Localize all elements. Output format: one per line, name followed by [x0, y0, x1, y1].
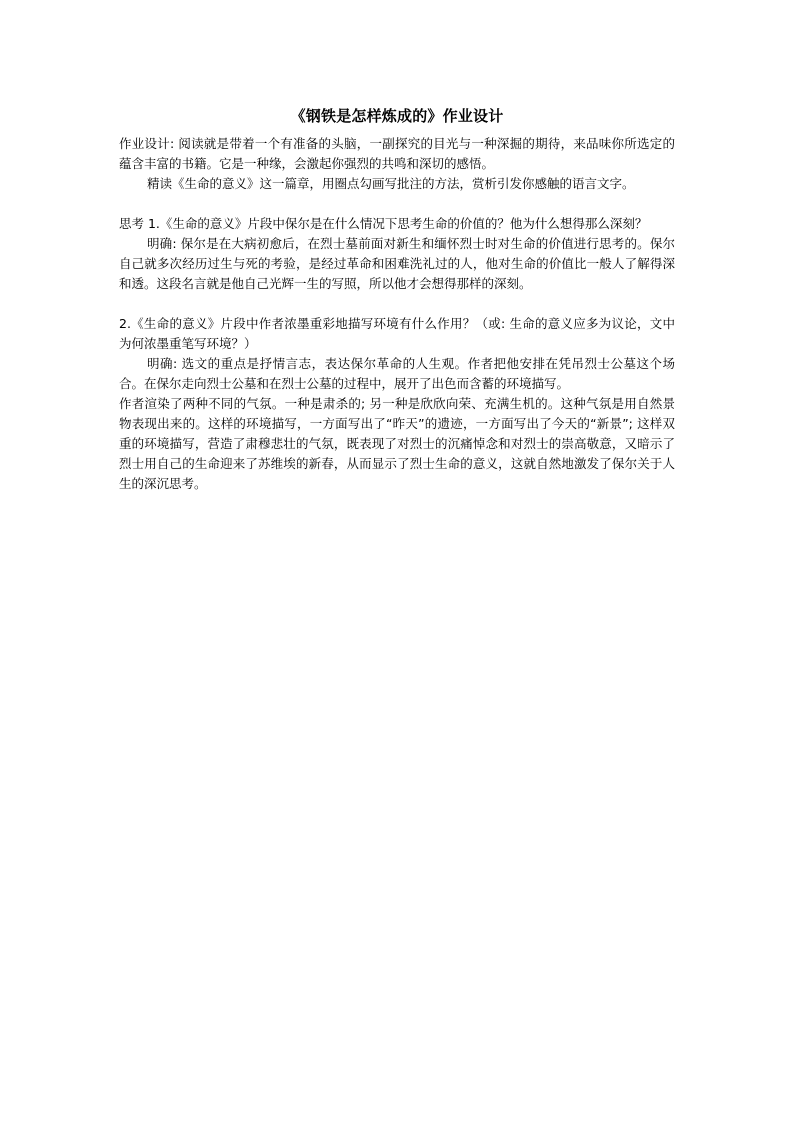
intro-paragraph: 作业设计: 阅读就是带着一个有准备的头脑，一副探究的目光与一种深掘的期待，来品味你所选定的蕴含丰富的书籍。它是一种缘，会激起你强烈的共鸣和深切的感悟。: [119, 136, 675, 171]
question-2: 2.《生命的意义》片段中作者浓墨重彩地描写环境有什么作用？（或: 生命的意义应多为议论，文中为何浓墨重笔写环境？）: [119, 316, 675, 351]
instruction-paragraph: 精读《生命的意义》这一篇章，用圈点勾画写批注的方法，赏析引发你感触的语言文字。: [147, 176, 635, 191]
document-page: [119, 106, 675, 494]
answer-2-part-1: 明确: 选文的重点是抒情言志，表达保尔革命的人生观。作者把他安排在凭吊烈士公墓这个场合。在保尔走向烈士公墓和在烈士公墓的过程中，展开了出色而含蓄的环境描写。: [119, 356, 675, 391]
answer-2-part-2: 作者渲染了两种不同的气氛。一种是肃杀的; 另一种是欣欣向荣、充满生机的。这种气氛是用自然景物表现出来的。这样的环境描写，一方面写出了“昨天”的遗迹，一方面写出了今天的“新景”; 这样双重的环境描写，营造了肃穆悲壮的气氛，既表现了对烈士的沉痛悼念和对烈士的崇高敬意，又暗示了烈士用自己的生命迎来了苏维埃的新春，从而显示了烈士生命的意义，这就自然地激发了保尔关于人生的深沉思考。: [119, 396, 675, 491]
paragraph-spacer: [119, 194, 675, 214]
paragraph-spacer: [119, 294, 675, 314]
document-title: 《钢铁是怎样炼成的》作业设计: [290, 107, 504, 125]
answer-1: 明确: 保尔是在大病初愈后，在烈士墓前面对新生和缅怀烈士时对生命的价值进行思考的。保尔自己就多次经历过生与死的考验，是经过革命和困难洗礼过的人，他对生命的价值比一般人了解得深和透。这段名言就是他自己光辉一生的写照，所以他才会想得那样的深刻。: [119, 236, 675, 291]
question-1: 思考 1.《生命的意义》片段中保尔是在什么情况下思考生命的价值的？他为什么想得那么深刻？: [119, 216, 648, 231]
